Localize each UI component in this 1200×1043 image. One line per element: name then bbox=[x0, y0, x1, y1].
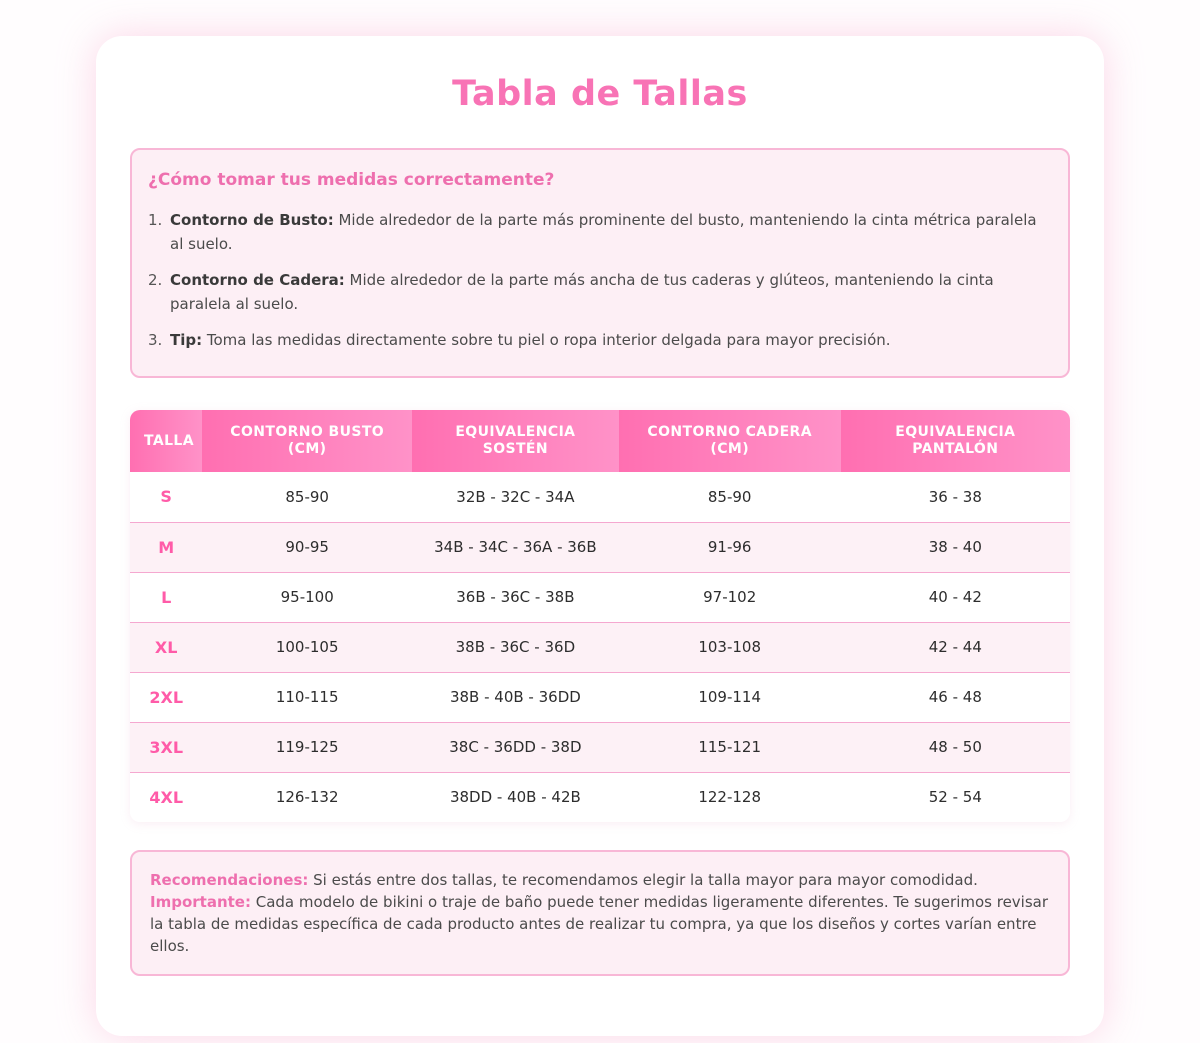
bra-value: 38DD - 40B - 42B bbox=[412, 772, 619, 822]
step-text bbox=[170, 208, 1050, 256]
column-header-pantalon: EQUIVALENCIA PANTALÓN bbox=[841, 410, 1070, 472]
size-label: 4XL bbox=[130, 772, 202, 822]
size-label: M bbox=[130, 522, 202, 572]
column-header-talla: TALLA bbox=[130, 410, 202, 472]
size-label: XL bbox=[130, 622, 202, 672]
instructions-list bbox=[148, 208, 1050, 352]
bra-value: 38B - 36C - 36D bbox=[412, 622, 619, 672]
step-description: Mide alrededor de la parte más ancha de tus caderas y glúteos, manteniendo la cinta paralela al suelo. bbox=[170, 271, 994, 313]
step-label: Contorno de Busto: bbox=[170, 211, 334, 229]
pant-value: 38 - 40 bbox=[841, 522, 1070, 572]
step-label: Contorno de Cadera: bbox=[170, 271, 345, 289]
important-paragraph bbox=[150, 891, 1050, 957]
pant-value: 40 - 42 bbox=[841, 572, 1070, 622]
important-label: Importante: bbox=[150, 893, 251, 911]
pant-value: 36 - 38 bbox=[841, 472, 1070, 522]
table-row bbox=[130, 722, 1070, 772]
size-label: 2XL bbox=[130, 672, 202, 722]
list-item bbox=[148, 208, 1050, 256]
size-guide-card bbox=[96, 36, 1104, 1036]
table-row bbox=[130, 622, 1070, 672]
bust-value: 95-100 bbox=[202, 572, 412, 622]
step-text bbox=[170, 328, 1050, 352]
list-item bbox=[148, 328, 1050, 352]
size-table-header bbox=[130, 410, 1070, 472]
hip-value: 122-128 bbox=[619, 772, 841, 822]
pant-value: 52 - 54 bbox=[841, 772, 1070, 822]
table-row bbox=[130, 472, 1070, 522]
hip-value: 103-108 bbox=[619, 622, 841, 672]
recommendation-paragraph bbox=[150, 869, 1050, 891]
bra-value: 34B - 34C - 36A - 36B bbox=[412, 522, 619, 572]
size-label: L bbox=[130, 572, 202, 622]
bra-value: 38C - 36DD - 38D bbox=[412, 722, 619, 772]
bust-value: 90-95 bbox=[202, 522, 412, 572]
column-header-sosten: EQUIVALENCIA SOSTÉN bbox=[412, 410, 619, 472]
bra-value: 36B - 36C - 38B bbox=[412, 572, 619, 622]
hip-value: 97-102 bbox=[619, 572, 841, 622]
page-title: Tabla de Tallas bbox=[452, 74, 748, 114]
step-description: Toma las medidas directamente sobre tu piel o ropa interior delgada para mayor precisión. bbox=[202, 331, 891, 349]
hip-value: 115-121 bbox=[619, 722, 841, 772]
table-row bbox=[130, 672, 1070, 722]
step-number: 3. bbox=[148, 331, 163, 349]
column-header-cadera: CONTORNO CADERA (CM) bbox=[619, 410, 841, 472]
size-table-container bbox=[130, 410, 1070, 822]
pant-value: 46 - 48 bbox=[841, 672, 1070, 722]
size-table bbox=[130, 410, 1070, 822]
step-number: 2. bbox=[148, 271, 163, 289]
size-label: S bbox=[130, 472, 202, 522]
column-header-busto: CONTORNO BUSTO (CM) bbox=[202, 410, 412, 472]
pant-value: 42 - 44 bbox=[841, 622, 1070, 672]
size-label: 3XL bbox=[130, 722, 202, 772]
header-row bbox=[130, 410, 1070, 472]
hip-value: 91-96 bbox=[619, 522, 841, 572]
bust-value: 85-90 bbox=[202, 472, 412, 522]
important-text: Cada modelo de bikini o traje de baño puede tener medidas ligeramente diferentes. Te sugerimos revisar la tabla de medidas específica de cada producto antes de realizar tu compra, ya que los diseños y cortes varían entre ellos. bbox=[150, 893, 1049, 955]
list-item bbox=[148, 268, 1050, 316]
instructions-title: ¿Cómo tomar tus medidas correctamente? bbox=[148, 170, 555, 190]
bra-value: 32B - 32C - 34A bbox=[412, 472, 619, 522]
hip-value: 85-90 bbox=[619, 472, 841, 522]
step-text bbox=[170, 268, 1050, 316]
recommendations-box bbox=[130, 850, 1070, 976]
step-description: Mide alrededor de la parte más prominente del busto, manteniendo la cinta métrica paralela al suelo. bbox=[170, 211, 1037, 253]
hip-value: 109-114 bbox=[619, 672, 841, 722]
step-label: Tip: bbox=[170, 331, 203, 349]
bust-value: 119-125 bbox=[202, 722, 412, 772]
table-row bbox=[130, 772, 1070, 822]
step-number: 1. bbox=[148, 211, 163, 229]
table-row bbox=[130, 572, 1070, 622]
pant-value: 48 - 50 bbox=[841, 722, 1070, 772]
measuring-instructions-box bbox=[130, 148, 1070, 378]
bust-value: 100-105 bbox=[202, 622, 412, 672]
bust-value: 126-132 bbox=[202, 772, 412, 822]
recommendation-text: Si estás entre dos tallas, te recomendamos elegir la talla mayor para mayor comodidad. bbox=[308, 871, 978, 889]
recommendation-label: Recomendaciones: bbox=[150, 871, 309, 889]
size-table-body bbox=[130, 472, 1070, 822]
bra-value: 38B - 40B - 36DD bbox=[412, 672, 619, 722]
table-row bbox=[130, 522, 1070, 572]
bust-value: 110-115 bbox=[202, 672, 412, 722]
